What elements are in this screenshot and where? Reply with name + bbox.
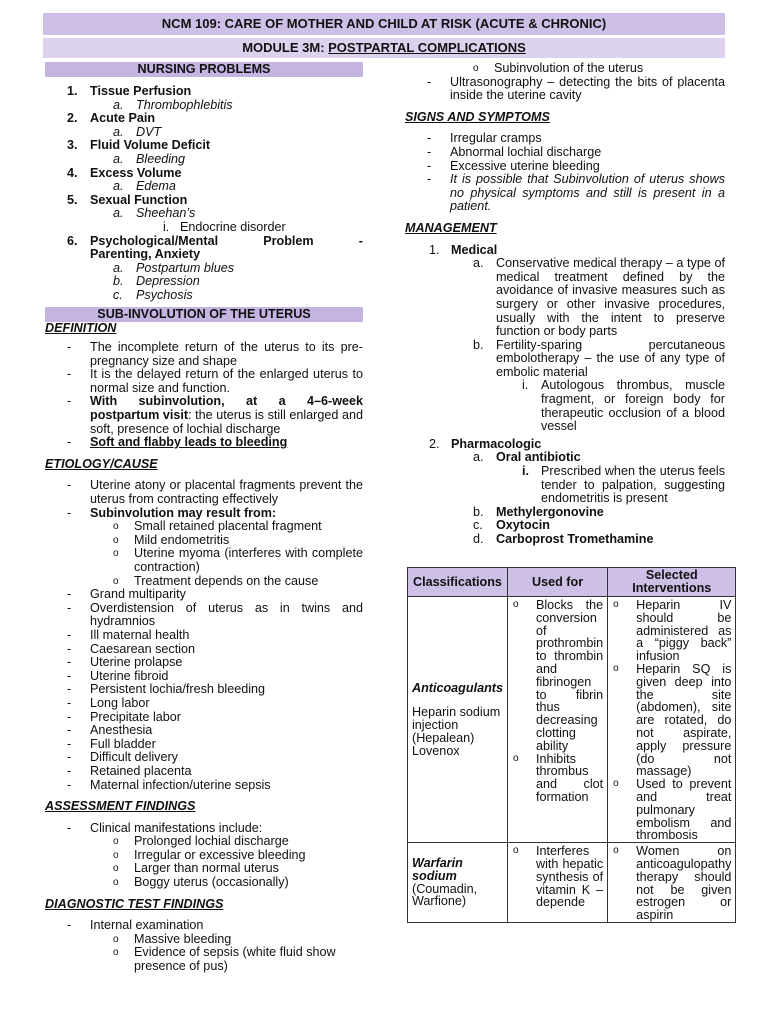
management-subitem: i. Prescribed when the uterus feels tender to palpation, suggesting endometritis is present <box>522 464 725 506</box>
list-subitem: o Larger than normal uterus <box>113 861 279 876</box>
management-medical: 1. Medical <box>429 242 498 257</box>
problem-subsub: i. Endocrine disorder <box>163 219 286 234</box>
problem-sub: c. Psychosis <box>113 287 193 302</box>
module-title <box>43 38 725 58</box>
table-header: Classifications <box>408 568 508 597</box>
list-item: - Anesthesia <box>67 723 153 738</box>
problem-sub: a. Thrombophlebitis <box>113 97 233 112</box>
etiology-heading: ETIOLOGY/CAUSE <box>45 456 158 471</box>
left-column <box>45 62 363 974</box>
management-pharm: 2. Pharmacologic <box>429 436 542 451</box>
table-cell: o Blocks the conversion of prothrombin to thrombin and fibrinogen to fibrin thus decreasing clotting ability o Inhibits thrombus and clot formation <box>507 597 607 843</box>
management-heading: MANAGEMENT <box>405 220 497 235</box>
assessment-heading: ASSESSMENT FINDINGS <box>45 799 196 814</box>
table-cell: o Heparin IV should be administered as a “piggy back” infusion o Heparin SQ is given deep into the site (abdomen), site are rotated, do not aspirate, apply pressure (do not massage) o Used to prevent and treat pulmonary embolism and thrombosis <box>608 597 736 843</box>
problem-sub: b. Depression <box>113 274 200 289</box>
list-item: - Uterine fibroid <box>67 668 169 683</box>
list-subitem: o Irregular or excessive bleeding <box>113 847 306 862</box>
problem-sub: a. Edema <box>113 179 176 194</box>
definition-heading: DEFINITION <box>45 320 117 335</box>
problem-item: 5. Sexual Function <box>67 192 188 207</box>
list-subitem: o Boggy uterus (occasionally) <box>113 875 289 890</box>
problem-sub: a. Postpartum blues <box>113 260 235 275</box>
signs-list <box>405 132 725 173</box>
list-item: - Persistent lochia/fresh bleeding <box>67 682 266 697</box>
list-item: - Full bladder <box>67 736 156 751</box>
module-prefix: MODULE 3M: <box>242 40 329 55</box>
table-header-row <box>408 568 736 597</box>
list-item: - Abnormal lochial discharge <box>427 144 602 159</box>
management-subitem: i. Autologous thrombus, muscle fragment, or foreign body for therapeutic occlusion of a blood vessel <box>522 378 725 434</box>
diagnostic-item: - Ultrasonography – detecting the bits of placenta inside the uterine cavity <box>427 74 725 103</box>
table-cell: o Women on anticoagulopathy therapy should not be given estrogen or aspirin <box>608 843 736 923</box>
list-subitem: o Evidence of sepsis (white fluid show presence of pus) <box>113 945 336 974</box>
etiology-item: - Uterine atony or placental fragments prevent the uterus from contracting effectively <box>67 478 363 507</box>
table-row <box>408 843 736 923</box>
problem-sub: a. DVT <box>113 124 162 139</box>
course-title: NCM 109: CARE OF MOTHER AND CHILD AT RISK (ACUTE & CHRONIC) <box>43 13 725 35</box>
management-item: d. Carboprost Tromethamine <box>473 532 654 546</box>
management-item: b. Methylergonovine <box>473 504 604 519</box>
right-column <box>405 62 725 547</box>
diagnostic-subitem: o Subinvolution of the uterus <box>473 61 644 75</box>
list-item: - Retained placenta <box>67 763 192 778</box>
table-header: Selected Interventions <box>608 568 736 597</box>
table-row <box>408 597 736 843</box>
list-item: - Long labor <box>67 695 150 710</box>
problem-item: 4. Excess Volume <box>67 165 182 180</box>
module-name: POSTPARTAL COMPLICATIONS <box>328 40 526 55</box>
etiology-item: - Subinvolution may result from: <box>67 505 277 520</box>
list-item: - Uterine prolapse <box>67 655 183 670</box>
etiology-subitem: o Mild endometritis <box>113 532 230 547</box>
problem-sub: a. Bleeding <box>113 151 186 166</box>
etiology-subitem: o Treatment depends on the cause <box>113 573 319 588</box>
list-item: - Difficult delivery <box>67 750 178 765</box>
list-item: - Maternal infection/uterine sepsis <box>67 777 271 792</box>
list-item: - Overdistension of uterus as in twins and hydramnios <box>67 600 363 629</box>
list-item: - Grand multiparity <box>67 587 186 602</box>
etiology-subitem: o Uterine myoma (interferes with complete contraction) <box>113 546 363 574</box>
problem-item: 6. Psychological/Mental Problem - Parenting, Anxiety <box>67 233 363 262</box>
nursing-problems-heading: NURSING PROBLEMS <box>45 62 363 77</box>
list-item: - Irregular cramps <box>427 131 542 146</box>
problem-item: 1. Tissue Perfusion <box>67 84 192 98</box>
management-item: c. Oxytocin <box>473 518 550 533</box>
list-subitem: o Massive bleeding <box>113 931 232 946</box>
etiology-subitem: o Small retained placental fragment <box>113 519 322 534</box>
problem-item: 2. Acute Pain <box>67 111 156 126</box>
table-header: Used for <box>507 568 607 597</box>
management-item: b. Fertility-sparing percutaneous embolotherapy – the use of any type of embolic material <box>473 337 725 379</box>
diagnostic-heading: DIAGNOSTIC TEST FINDINGS <box>45 896 224 911</box>
subinvolution-heading: SUB-INVOLUTION OF THE UTERUS <box>45 307 363 322</box>
definition-item: - The incomplete return of the uterus to its pre-pregnancy size and shape <box>67 340 363 368</box>
definition-item: - It is the delayed return of the enlarged uterus to normal size and function. <box>67 367 363 395</box>
list-item: - Caesarean section <box>67 641 196 656</box>
table-cell: Anticoagulants Heparin sodium injection (Hepalean) Lovenox <box>408 597 508 843</box>
diagnostic-intro: - Internal examination <box>67 918 204 933</box>
signs-item: - It is possible that Subinvolution of uterus shows no physical symptoms and still is present in a patient. <box>427 172 725 214</box>
list-item: - Precipitate labor <box>67 709 182 724</box>
diagnostic-list <box>45 933 363 974</box>
signs-heading: SIGNS AND SYMPTOMS <box>405 109 550 124</box>
definition-item: - With subinvolution, at a 4–6-week postpartum visit: the uterus is still enlarged and soft, presence of lochial discharge <box>67 394 363 436</box>
table-cell: o Interferes with hepatic synthesis of vitamin K – depende <box>507 843 607 923</box>
drug-table <box>407 567 736 923</box>
table-cell: Warfarin sodium (Coumadin, Warfione) <box>408 843 508 923</box>
causes-list <box>45 588 363 792</box>
definition-item: - Soft and flabby leads to bleeding <box>67 435 288 450</box>
problem-sub: a. Sheehan’s <box>113 206 196 221</box>
assessment-list <box>45 835 363 889</box>
list-subitem: o Prolonged lochial discharge <box>113 834 289 849</box>
list-item: - Ill maternal health <box>67 627 190 642</box>
assessment-intro: - Clinical manifestations include: <box>67 820 263 835</box>
management-item: a. Conservative medical therapy – a type of medical treatment defined by the avoidance of invasive measures such as surgery or other invasive procedures, usually with the intent to preserve function or body parts <box>473 256 725 339</box>
management-item: a. Oral antibiotic <box>473 450 581 465</box>
problem-item: 3. Fluid Volume Deficit <box>67 138 211 153</box>
list-item: - Excessive uterine bleeding <box>427 158 600 173</box>
